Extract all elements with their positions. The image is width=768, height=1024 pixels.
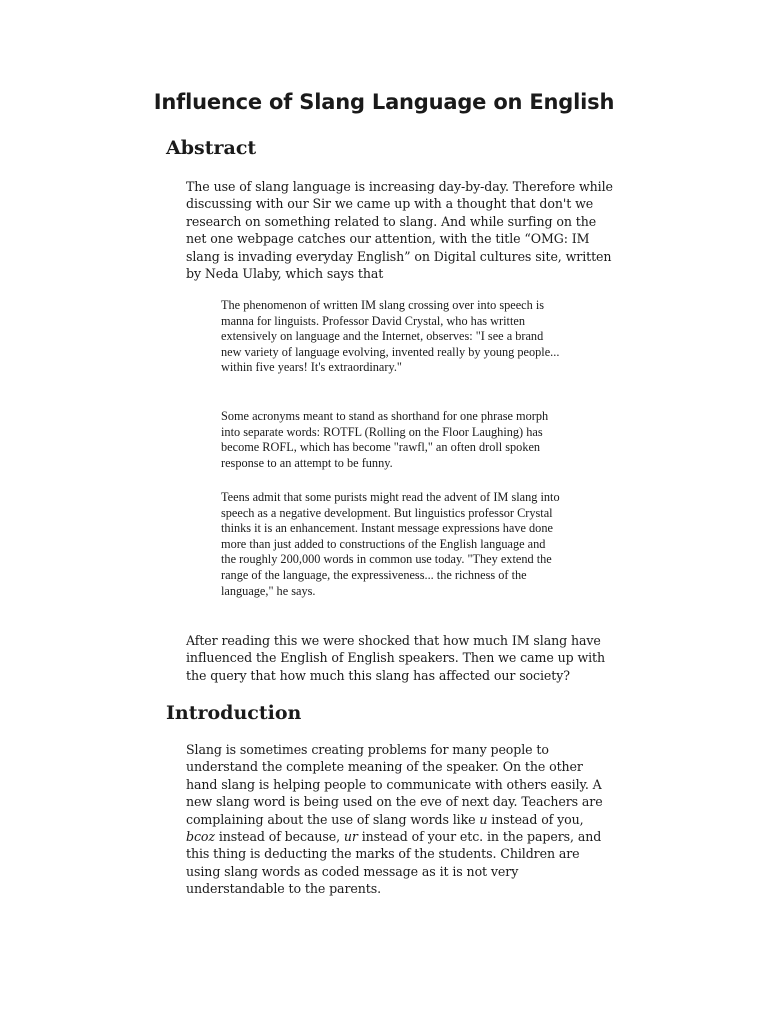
introduction-heading: Introduction [166,702,302,724]
intro-text-part-1: Slang is sometimes creating problems for many people to understand the complete meaning of the speaker. On the other hand slang is helping people to communicate with others easily. A new slang word is being used on the eve of next day. Teachers are complaining about the use of slang words like [186,742,603,827]
block-quote-1: The phenomenon of written IM slang crossing over into speech is manna for linguists. Professor David Crystal, who has written extensively on language and the Internet, observes: "I see a brand new variety of language evolving, invented really by young people... within five years! It's extraordinary." [221,298,560,375]
intro-text-part-3: instead of because, [214,829,344,845]
abstract-intro-paragraph: The use of slang language is increasing day-by-day. Therefore while discussing with our Sir we came up with a thought that don't we research on something related to slang. And while surfing on the net one webpage catches our attention, with the title “OMG: IM slang is invading everyday English” on Digital cultures site, written by Neda Ulaby, which says that [186,179,613,282]
abstract-heading: Abstract [166,137,257,159]
block-quote-3: Teens admit that some purists might read the advent of IM slang into speech as a negative development. But linguistics professor Crystal thinks it is an enhancement. Instant message expressions have done more than just added to constructions of the English language and the roughly 200,000 words in common use today. "They extend the range of the language, the expressiveness... the richness of the language," he says. [221,490,560,598]
document-title: Influence of Slang Language on English [153,90,615,114]
abstract-closing-paragraph: After reading this we were shocked that how much IM slang have influenced the English of English speakers. Then we came up with the query that how much this slang has affected our society? [186,633,606,683]
block-quote-2: Some acronyms meant to stand as shorthand for one phrase morph into separate words: ROTFL (Rolling on the Floor Laughing) has become ROFL, which has become "rawfl," an often droll spoken response to an attempt to be funny. [221,409,549,470]
slang-word-u: u [479,811,488,827]
intro-text-part-2: instead of you, [487,811,584,827]
slang-word-ur: ur [343,829,358,845]
slang-word-bcoz: bcoz [186,829,215,845]
intro-text-part-4: instead of your etc. in the papers, and this thing is deducting the marks of the students. Children are using slang words as coded message as it is not very understandable to the parents. [186,829,602,897]
introduction-paragraph [186,741,611,898]
